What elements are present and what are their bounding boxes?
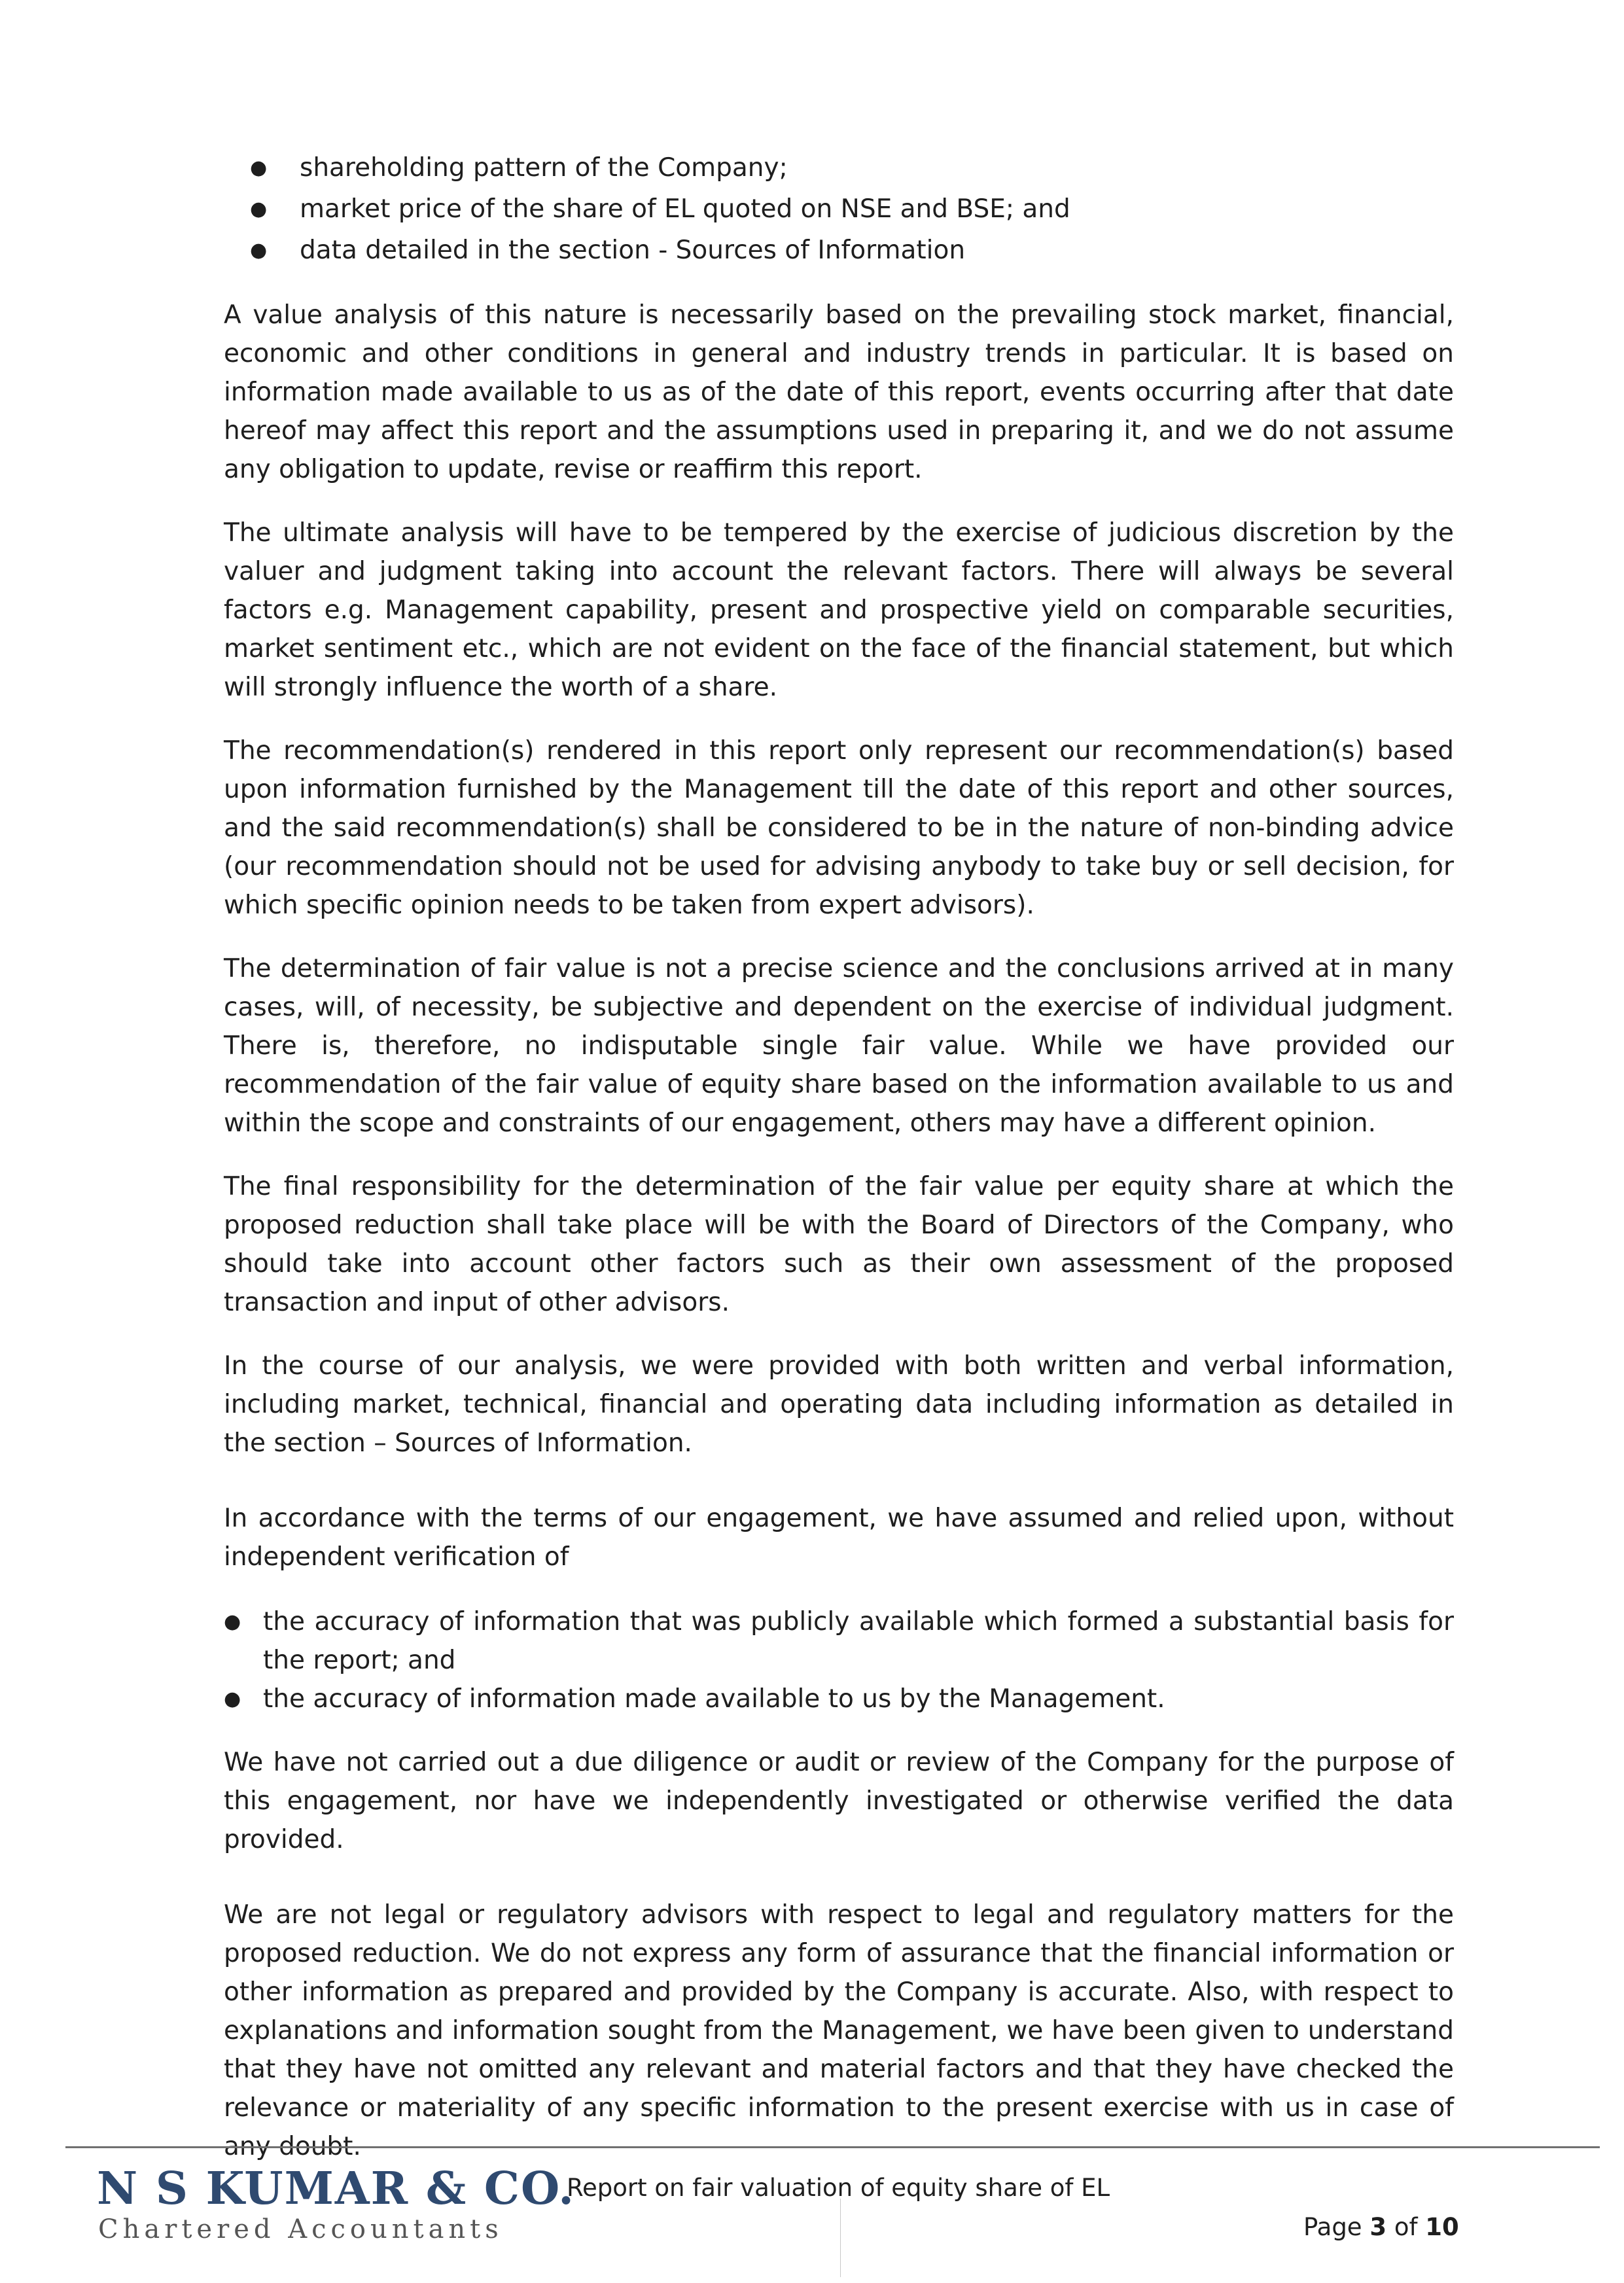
footer-vertical-rule [840,2199,841,2277]
footer-report-title: Report on fair valuation of equity share of EL [567,2174,1110,2202]
page-number-current: 3 [1369,2213,1387,2241]
paragraph-information-provided: In the course of our analysis, we were provided with both written and verbal information, including market, technical, financial and operating data including information as detailed in the section – Sources of Information. [224,1351,1454,1458]
list-item-text: market price of the share of EL quoted on NSE and BSE; and [300,194,1070,224]
bullet-icon: ● [250,156,268,179]
footer-divider-line [65,2146,1600,2148]
paragraph-fair-value-science: The determination of fair value is not a precise science and the conclusions arrived at in many cases, will, of necessity, be subjective and dependent on the exercise of individual judgment. There is, therefore, no indisputable single fair value. While we have provided our recommendation of the fair value of equity share based on the information available to us and within the scope and constraints of our engagement, others may have a different opinion. [224,954,1454,1138]
bullet-icon: ● [224,1688,241,1710]
page-number-total: 10 [1425,2213,1459,2241]
list-item [224,230,1454,271]
verification-bullet-list [224,1602,1454,1718]
paragraph-recommendations: The recommendation(s) rendered in this report only represent our recommendation(s) based upon information furnished by the Management till the date of this report and other sources, and the said recommendation(s) shall be considered to be in the nature of non-binding advice (our recommendation should not be used for advising anybody to take buy or sell decision, for which specific opinion needs to be taken from expert advisors). [224,736,1454,920]
firm-logo-name: N S KUMAR & CO. [97,2163,575,2215]
paragraph-terms-of-engagement: In accordance with the terms of our engagement, we have assumed and relied upon, without independent verification of [224,1504,1454,1572]
paragraph-due-diligence: We have not carried out a due diligence or audit or review of the Company for the purpose of this engagement, nor have we independently investigated or otherwise verified the data provided. [224,1748,1454,1854]
firm-logo-subtitle: Chartered Accountants [98,2214,503,2244]
list-item [224,1680,1454,1718]
bullet-icon: ● [250,198,268,221]
list-item [224,147,1454,188]
paragraph-market-conditions: A value analysis of this nature is necessarily based on the prevailing stock market, financial, economic and other conditions in general and industry trends in particular. It is based on information made available to us as of the date of this report, events occurring after that date hereof may affect this report and the assumptions used in preparing it, and we do not assume any obligation to update, revise or reaffirm this report. [224,300,1454,484]
paragraph-legal-advisors: We are not legal or regulatory advisors with respect to legal and regulatory matters for the proposed reduction. We do not express any form of assurance that the financial information or other information as prepared and provided by the Company is accurate. Also, with respect to explanations and information sought from the Management, we have been given to understand that they have not omitted any relevant and material factors and that they have checked the relevance or materiality of any specific information to the present exercise with us in case of any doubt. [224,1900,1454,2161]
list-item [224,188,1454,230]
list-item-text: data detailed in the section - Sources of Information [300,236,966,265]
bullet-icon: ● [250,239,268,262]
bullet-icon: ● [224,1610,241,1633]
page-body [224,147,1454,2191]
paragraph-final-responsibility: The final responsibility for the determination of the fair value per equity share at which the proposed reduction shall take place will be with the Board of Directors of the Company, who should take into account other factors such as their own assessment of the proposed transaction and input of other advisors. [224,1172,1454,1317]
page-number [1303,2213,1459,2241]
paragraph-judicious-discretion: The ultimate analysis will have to be tempered by the exercise of judicious discretion by the valuer and judgment taking into account the relevant factors. There will always be several factors e.g. Management capability, present and prospective yield on comparable securities, market sentiment etc., which are not evident on the face of the financial statement, but which will strongly influence the worth of a share. [224,518,1454,702]
page-number-prefix: Page [1303,2213,1370,2241]
list-item-text: the accuracy of information that was publicly available which formed a substantial basis for the report; and [263,1607,1454,1675]
list-item [224,1602,1454,1680]
page-number-of: of [1386,2213,1426,2241]
list-item-text: shareholding pattern of the Company; [300,153,788,183]
list-item-text: the accuracy of information made available to us by the Management. [263,1684,1165,1714]
top-bullet-list [224,147,1454,271]
